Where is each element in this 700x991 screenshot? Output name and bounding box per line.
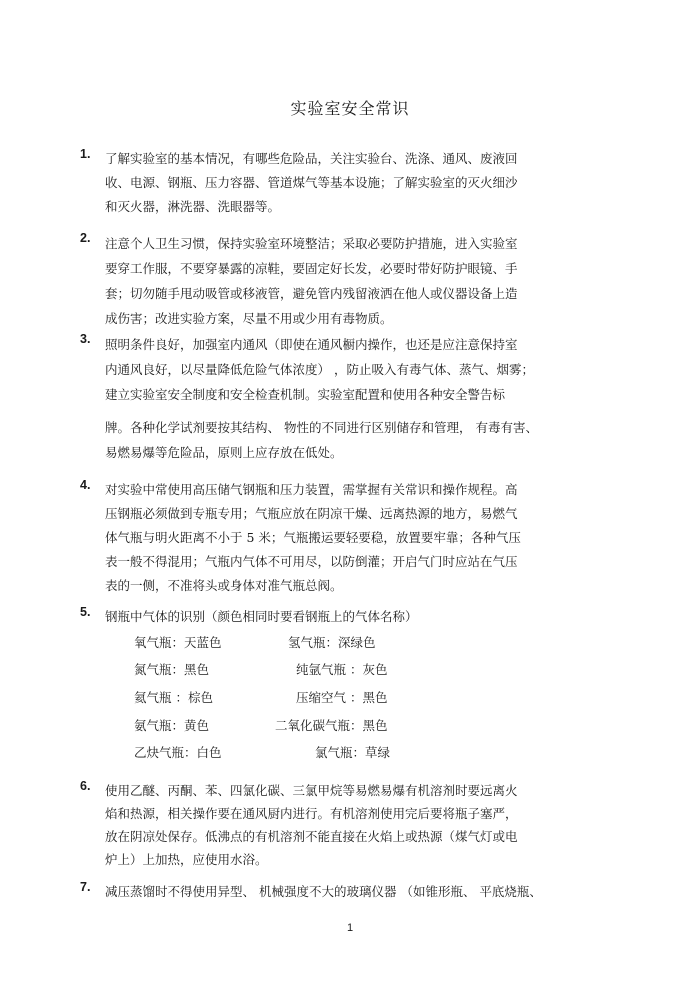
item-line: 牌。各种化学试剂要按其结构、 物性的不同进行区别储存和管理， 有毒有害、 <box>105 420 538 435</box>
item-line: 照明条件良好，加强室内通风（即使在通风橱内操作，也还是应注意保持室 <box>105 337 518 352</box>
item-number: 4. <box>80 478 91 492</box>
gas-color-entry: 氦气瓶 ：棕色 <box>134 690 213 705</box>
item-line: 成伤害；改进实验方案，尽量不用或少用有毒物质。 <box>105 311 393 326</box>
gas-color-entry: 氧气瓶：天蓝色 <box>134 635 222 650</box>
gas-color-entry: 二氧化碳气瓶：黑色 <box>275 718 388 733</box>
gas-color-entry: 氯气瓶：草绿 <box>315 745 391 760</box>
item-line: 炉上）上加热，应使用水浴。 <box>105 852 268 867</box>
list-item <box>80 147 575 219</box>
item-line: 表的一侧，不准将头或身体对准气瓶总阀。 <box>105 578 343 593</box>
list-item <box>80 332 575 465</box>
item-line: 易燃易爆等危险品，原则上应存放在低处。 <box>105 445 343 460</box>
item-number: 2. <box>80 231 91 245</box>
item-line: 要穿工作服，不要穿暴露的凉鞋，要固定好长发，必要时带好防护眼镜、手 <box>105 261 518 276</box>
document-title: 实验室安全常识 <box>290 99 410 118</box>
list-item <box>80 880 575 904</box>
gas-color-entry: 乙炔气瓶：白色 <box>134 745 222 760</box>
item-number: 3. <box>80 332 91 346</box>
item-line: 注意个人卫生习惯，保持实验室环境整洁；采取必要防护措施，进入实验室 <box>105 236 518 251</box>
item-line: 内通风良好，以尽量降低危险气体浓度） ，防止吸入有毒气体、蒸气、烟雾； <box>105 362 534 377</box>
item-line: 对实验中常使用高压储气钢瓶和压力装置，需掌握有关常识和操作规程。高 <box>105 482 518 497</box>
item-line: 体气瓶与明火距离不小于 5 米；气瓶搬运要轻要稳，放置要牢靠；各种气压 <box>105 530 521 545</box>
item-line: 减压蒸馏时不得使用异型、 机械强度不大的玻璃仪器 （如锥形瓶、 平底烧瓶、 <box>105 884 542 899</box>
item-line: 压钢瓶必须做到专瓶专用；气瓶应放在阴凉干燥、远离热源的地方，易燃气 <box>105 506 518 521</box>
gas-color-entry: 氢气瓶：深绿色 <box>288 635 376 650</box>
item-line: 建立实验室安全制度和安全检查机制。实验室配置和使用各种安全警告标 <box>105 387 506 402</box>
item-line: 使用乙醚、丙酮、苯、四氯化碳、三氯甲烷等易燃易爆有机溶剂时要远离火 <box>105 783 518 798</box>
item-number: 5. <box>80 605 91 619</box>
list-item <box>80 478 575 598</box>
item-line: 收、电源、钢瓶、压力容器、管道煤气等基本设施；了解实验室的灭火细沙 <box>105 175 518 190</box>
gas-color-entry: 氨气瓶：黄色 <box>134 718 210 733</box>
gas-color-entry: 氮气瓶：黑色 <box>134 662 210 677</box>
item-line: 了解实验室的基本情况，有哪些危险品，关注实验台、洗涤、通风、废液回 <box>105 151 518 166</box>
item-number: 7. <box>80 880 91 894</box>
gas-color-entry: 压缩空气 ：黑色 <box>296 690 388 705</box>
list-item <box>80 779 575 871</box>
item-line: 焰和热源，相关操作要在通风厨内进行。有机溶剂使用完后要将瓶子塞严， <box>105 806 518 821</box>
item-line: 钢瓶中气体的识别（颜色相同时要看钢瓶上的气体名称） <box>105 609 418 624</box>
item-line: 放在阴凉处保存。低沸点的有机溶剂不能直接在火焰上或热源（煤气灯或电 <box>105 829 518 844</box>
page-number: 1 <box>346 922 354 934</box>
item-line: 表一般不得混用；气瓶内气体不可用尽，以防倒灌；开启气门时应站在气压 <box>105 554 518 569</box>
item-number: 1. <box>80 147 91 161</box>
item-number: 6. <box>80 779 91 793</box>
gas-color-entry: 纯氩气瓶 ：灰色 <box>296 662 388 677</box>
list-item <box>80 231 575 331</box>
item-line: 和灭火器，淋洗器、洗眼器等。 <box>105 199 281 214</box>
item-line: 套；切勿随手甩动吸管或移液管，避免管内残留液洒在他人或仪器设备上造 <box>105 286 518 301</box>
list-item <box>80 605 575 629</box>
